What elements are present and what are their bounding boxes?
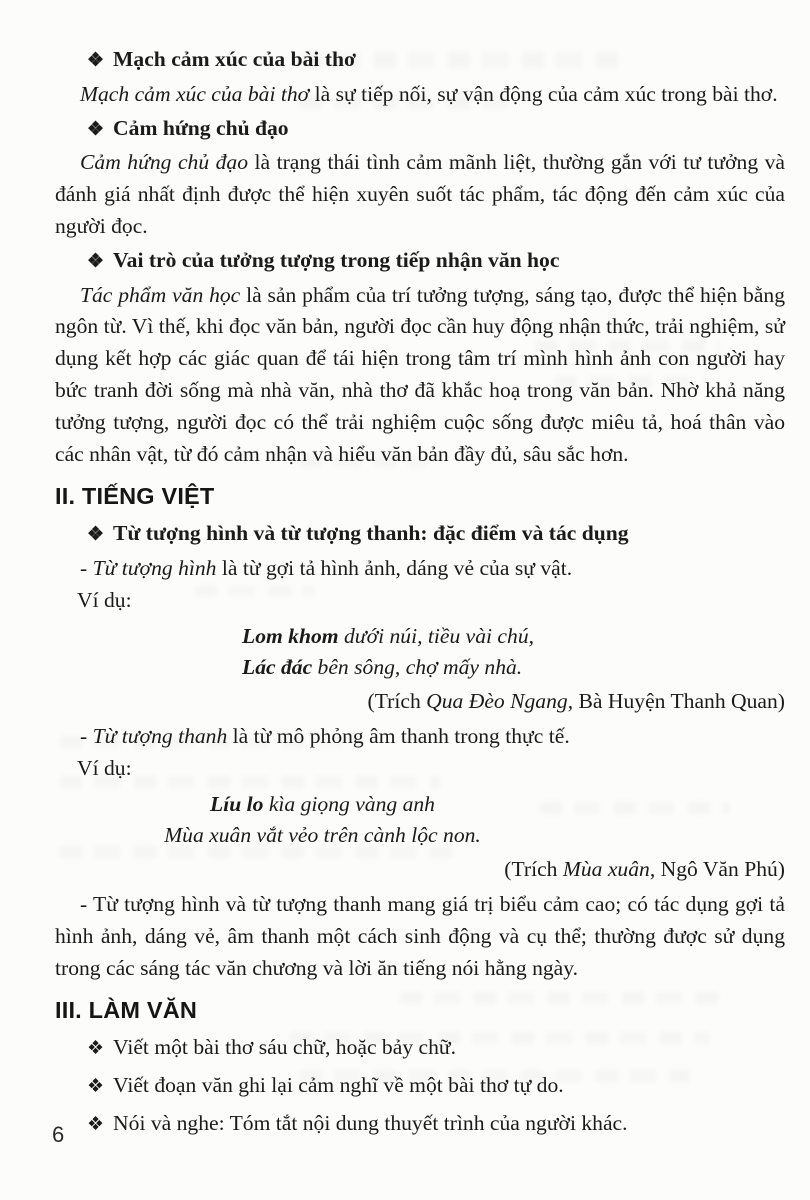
citation-author: , Ngô Văn Phú) [649,857,785,882]
section-heading-tieng-viet: II. TIẾNG VIỆT [55,483,215,510]
bullet-heading-mach-cam-xuc [87,44,785,77]
page-number: 6 [52,1122,65,1147]
verse-text: Mùa xuân vắt vẻo trên cành lộc non. [164,823,481,848]
verse-text: kìa giọng vàng anh [263,791,435,816]
diamond-bullet-icon: ❖ [87,1038,105,1060]
definition-tu-tuong-hinh [55,553,785,585]
diamond-bullet-icon: ❖ [87,1113,105,1135]
term-italic: Cảm hứng chủ đạo [80,150,249,175]
bullet-heading-tu-tuong [87,518,785,551]
verse-line [242,621,785,653]
bullet-item-noi-va-nghe [87,1108,785,1141]
heading-label: Vai trò của tưởng tượng trong tiếp nhận văn học [113,247,560,272]
section-heading-lam-van: III. LÀM VĂN [55,997,198,1024]
term-italic: Từ tượng hình [92,555,217,580]
dash: - [80,555,93,580]
example-label: Ví dụ: [77,587,132,612]
citation-mua-xuan [55,854,785,886]
bullet-item-viet-doan-van [87,1070,785,1103]
bullet-item-label: Viết đoạn văn ghi lại cảm nghĩ về một bài thơ tự do. [113,1072,564,1097]
verse-emphasis: Lác đác [242,655,313,680]
example-label: Ví dụ: [77,755,132,780]
verse-line [55,789,590,821]
verse-line [55,820,590,852]
verse-text: dưới núi, tiều vài chú, [338,623,535,648]
paragraph-vai-tro [55,280,785,471]
paragraph-text: là sự tiếp nối, sự vận động của cảm xúc trong bài thơ. [309,81,778,106]
diamond-bullet-icon: ❖ [87,50,105,71]
citation-author: , Bà Huyện Thanh Quan) [567,689,785,714]
bullet-item-viet-bai-tho [87,1032,785,1065]
work-title-italic: Qua Đèo Ngang [426,689,568,714]
bullet-item-label: Viết một bài thơ sáu chữ, hoặc bảy chữ. [113,1035,456,1060]
diamond-bullet-icon: ❖ [87,1075,105,1097]
bullet-heading-vai-tro [87,245,785,278]
term-italic: Mạch cảm xúc của bài thơ [80,81,310,106]
citation-prefix: (Trích [367,689,427,714]
paragraph-text: là trạng thái tình cảm mãnh liệt, thường gắn với tư tưởng và đánh giá nhất định được thể hiện xuyên suốt tác phẩm, tác động đến cảm xúc của người đọc. [55,150,785,238]
verse-emphasis: Lom khom [242,623,339,648]
bullet-heading-cam-hung [87,113,785,146]
heading-label: Cảm hứng chủ đạo [113,115,289,140]
definition-tu-tuong-thanh [55,721,785,753]
term-italic: Tác phẩm văn học [80,282,241,307]
paragraph-text: là từ mô phỏng âm thanh trong thực tế. [227,723,570,748]
verse-line [242,652,785,684]
paragraph-text: là sản phẩm của trí tưởng tượng, sáng tạo, được thể hiện bằng ngôn từ. Vì thế, khi đọc văn bản, người đọc cần huy động nhận thức, trải nghiệm, sử dụng kết hợp các giác quan để tái hiện trong tâm trí mình hình ảnh con người hay bức tranh đời sống mà nhà văn, nhà thơ đã khắc hoạ trong văn bản. Nhờ khả năng tưởng tượng, người đọc có thể trải nghiệm cuộc sống được miêu tả, hoá thân vào các nhân vật, từ đó cảm nhận và hiểu văn bản đầy đủ, sâu sắc hơn. [55,282,786,466]
diamond-bullet-icon: ❖ [87,524,105,546]
heading-label: Mạch cảm xúc của bài thơ [113,47,356,71]
diamond-bullet-icon: ❖ [87,118,105,140]
paragraph-text: là từ gợi tả hình ảnh, dáng vẻ của sự vật. [216,555,573,580]
heading-label: Từ tượng hình và từ tượng thanh: đặc điểm và tác dụng [113,521,629,546]
paragraph-text: - Từ tượng hình và từ tượng thanh mang giá trị biểu cảm cao; có tác dụng gợi tả hình ảnh, dáng vẻ, âm thanh một cách sinh động và cụ thể; thường được sử dụng trong các sáng tác văn chương và lời ăn tiếng nói hằng ngày. [55,891,785,980]
citation-prefix: (Trích [504,857,563,882]
paragraph-cam-hung [55,147,785,242]
term-italic: Từ tượng thanh [92,723,228,748]
paragraph-mach-cam-xuc [55,79,785,111]
bullet-item-label: Nói và nghe: Tóm tắt nội dung thuyết trình của người khác. [113,1110,628,1135]
diamond-bullet-icon: ❖ [87,250,105,272]
verse-emphasis: Líu lo [210,791,264,816]
work-title-italic: Mùa xuân [562,857,650,882]
paragraph-gia-tri-bieu-cam [55,889,785,984]
page-content [55,42,785,1146]
verse-text: bên sông, chợ mấy nhà. [312,655,523,680]
citation-qua-deo-ngang [55,686,785,718]
dash: - [80,723,93,748]
